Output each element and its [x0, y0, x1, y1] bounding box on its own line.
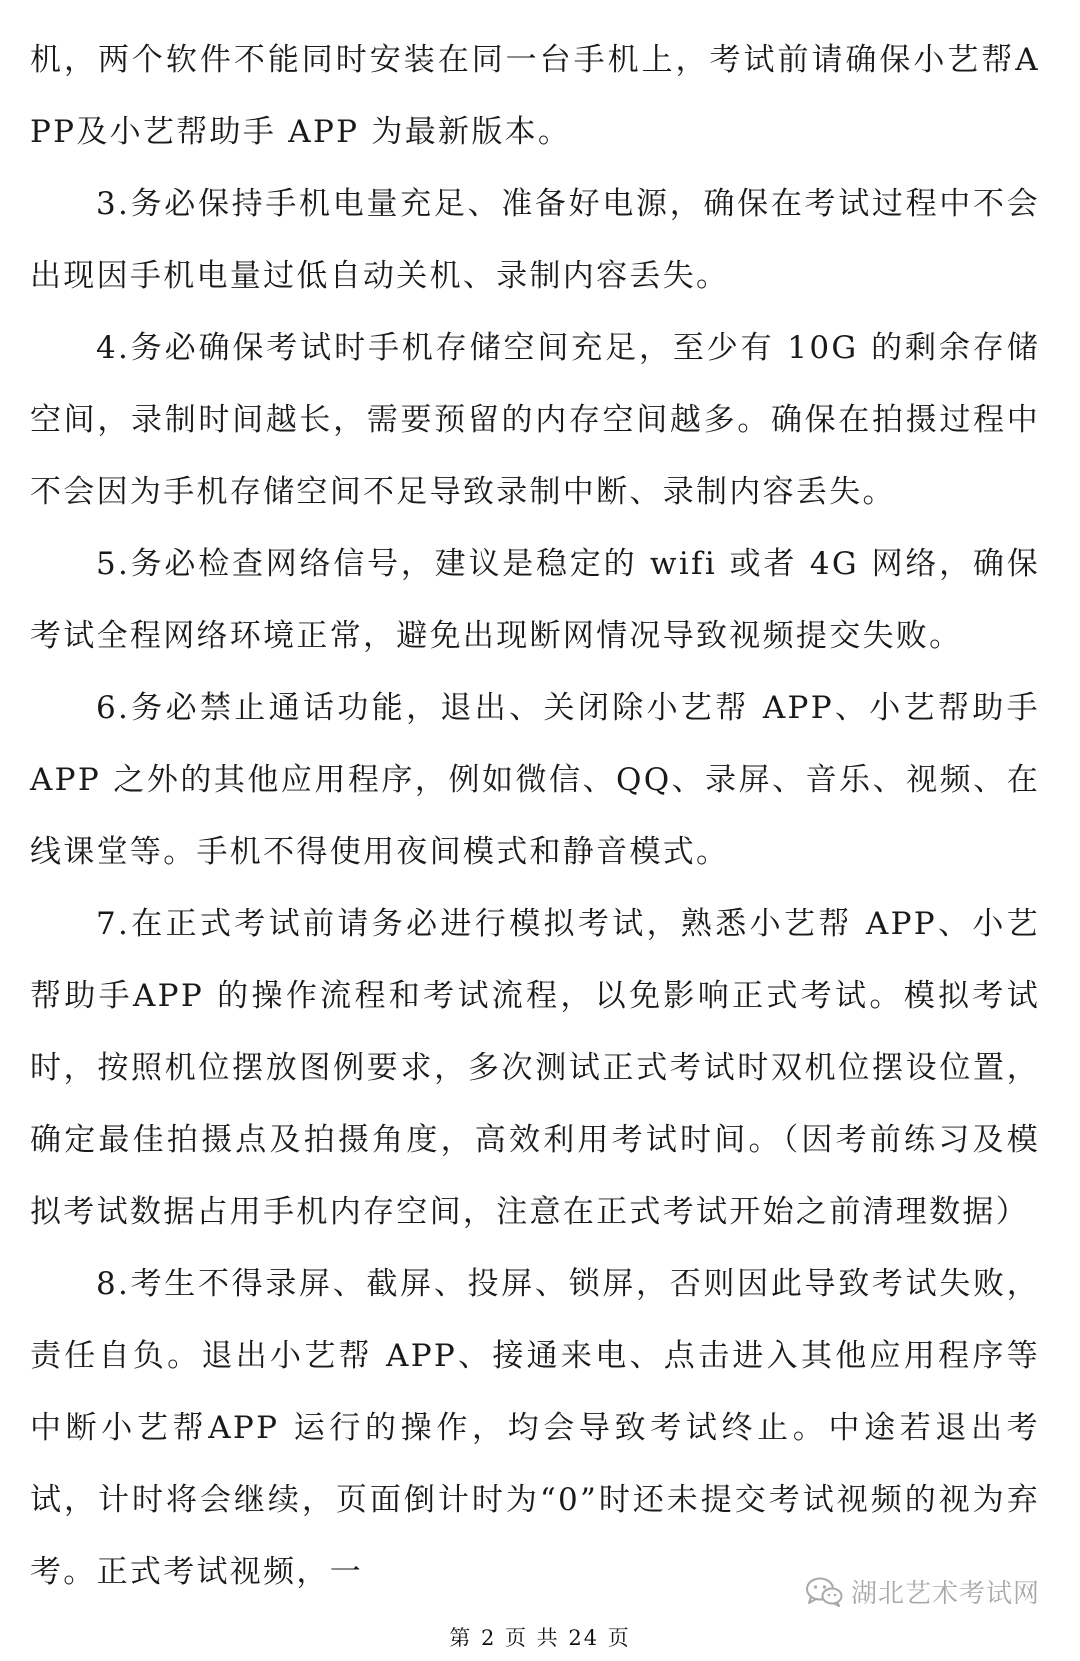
watermark — [805, 1573, 1040, 1610]
paragraph-continuation: 机，两个软件不能同时安装在同一台手机上，考试前请确保小艺帮APP及小艺帮助手 APP 为最新版本。 — [30, 42, 1040, 150]
page-number-footer: 第 2 页 共 24 页 — [449, 1626, 631, 1650]
paragraph-item-8: 8.考生不得录屏、截屏、投屏、锁屏，否则因此导致考试失败，责任自负。退出小艺帮 APP、接通来电、点击进入其他应用程序等中断小艺帮APP 运行的操作，均会导致考试终止。中途若退出考试，计时将会继续，页面倒计时为“0”时还未提交考试视频的视为弃考。正式考试视频，一 — [30, 1266, 1040, 1590]
paragraph-item-5: 5.务必检查网络信号，建议是稳定的 wifi 或者 4G 网络，确保考试全程网络环境正常，避免出现断网情况导致视频提交失败。 — [30, 546, 1040, 654]
document-body — [30, 24, 1040, 1608]
paragraph-item-7: 7.在正式考试前请务必进行模拟考试，熟悉小艺帮 APP、小艺帮助手APP 的操作流程和考试流程，以免影响正式考试。模拟考试时，按照机位摆放图例要求，多次测试正式考试时双机位摆设位置，确定最佳拍摄点及拍摄角度，高效利用考试时间。（因考前练习及模拟考试数据占用手机内存空间，注意在正式考试开始之前清理数据） — [30, 906, 1040, 1230]
paragraph-item-4: 4.务必确保考试时手机存储空间充足，至少有 10G 的剩余存储空间，录制时间越长，需要预留的内存空间越多。确保在拍摄过程中不会因为手机存储空间不足导致录制中断、录制内容丢失。 — [30, 330, 1040, 510]
watermark-text: 湖北艺术考试网 — [850, 1579, 1040, 1609]
wechat-icon — [805, 1577, 843, 1607]
paragraph-item-6: 6.务必禁止通话功能，退出、关闭除小艺帮 APP、小艺帮助手 APP 之外的其他应用程序，例如微信、QQ、录屏、音乐、视频、在线课堂等。手机不得使用夜间模式和静音模式。 — [30, 690, 1040, 870]
paragraph-item-3: 3.务必保持手机电量充足、准备好电源，确保在考试过程中不会出现因手机电量过低自动关机、录制内容丢失。 — [30, 186, 1040, 294]
